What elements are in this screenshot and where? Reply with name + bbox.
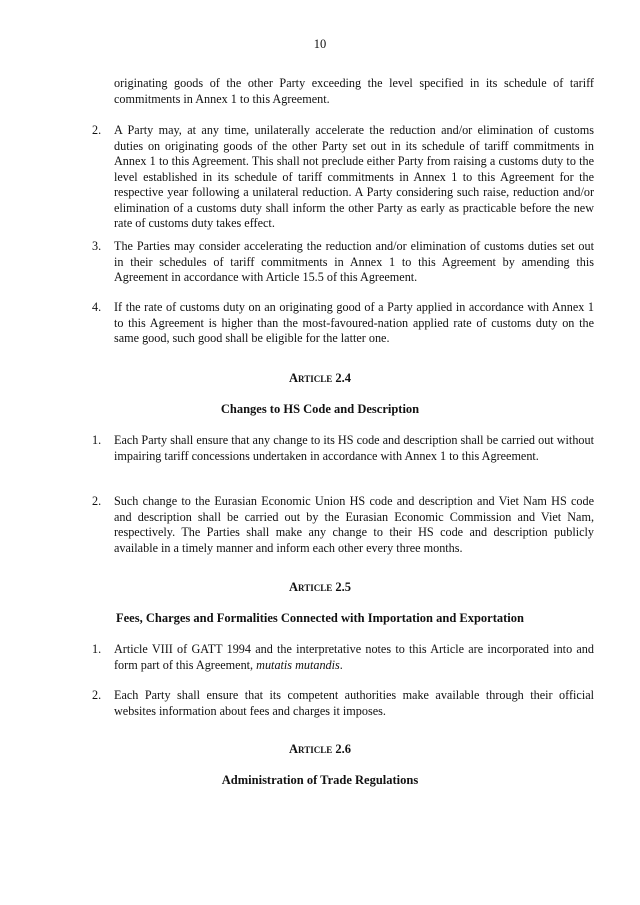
article-2-6-label: Article 2.6 xyxy=(289,742,351,756)
item-number: 2. xyxy=(92,494,102,508)
article-2-5-label: Article 2.5 xyxy=(289,580,351,594)
item-text: Such change to the Eurasian Economic Union HS code and description and Viet Nam HS code and description shall be carried out by the Eurasian Economic Commission and Viet Nam, respectively. The Parties shall make any change to their HS code and description publicly available in a timely manner and inform each other every three months. xyxy=(114,494,594,555)
list-item xyxy=(92,123,594,232)
page-number: 10 xyxy=(313,37,327,51)
item-number: 2. xyxy=(92,688,102,702)
list-item xyxy=(92,300,594,347)
item-text: Each Party shall ensure that any change to its HS code and description shall be carried out without impairing tariff concessions undertaken in accordance with Annex 1 to this Agreement. xyxy=(114,433,594,463)
list-item xyxy=(92,239,594,286)
item-text: The Parties may consider accelerating the reduction and/or elimination of customs duties set out in their schedules of tariff commitments in Annex 1 to this Agreement by amending this Agreement in accordance with Article 15.5 of this Agreement. xyxy=(114,239,594,284)
continuation-paragraph: originating goods of the other Party exceeding the level specified in its schedule of tariff commitments in Annex 1 to this Agreement. xyxy=(114,76,594,106)
item-text: Each Party shall ensure that its competent authorities make available through their official websites information about fees and charges it imposes. xyxy=(114,688,594,718)
article-2-5-title: Fees, Charges and Formalities Connected with Importation and Exportation xyxy=(116,611,524,625)
article-2-4-label: Article 2.4 xyxy=(289,371,351,385)
item-number: 2. xyxy=(92,123,102,137)
list-item xyxy=(92,433,594,464)
item-text-italic: mutatis mutandis xyxy=(256,657,340,672)
item-text: If the rate of customs duty on an originating good of a Party applied in accordance with Annex 1 to this Agreement is higher than the most-favoured-nation applied rate of customs duty on the same good, such good shall be eligible for the latter one. xyxy=(114,300,594,345)
list-item xyxy=(92,688,594,719)
item-text-start: Article VIII of GATT 1994 and the interpretative notes to this Article are incorporated into and form part of this Agreement, xyxy=(114,642,594,672)
list-item xyxy=(92,494,594,556)
item-number: 1. xyxy=(92,433,102,447)
item-number: 1. xyxy=(92,642,102,656)
item-number: 3. xyxy=(92,239,102,253)
item-text xyxy=(114,642,594,673)
item-number: 4. xyxy=(92,300,102,314)
article-2-6-title: Administration of Trade Regulations xyxy=(221,773,419,787)
list-item xyxy=(92,642,594,673)
item-text-end: . xyxy=(339,657,343,672)
article-2-4-title: Changes to HS Code and Description xyxy=(220,402,420,416)
item-text: A Party may, at any time, unilaterally accelerate the reduction and/or elimination of customs duties on originating goods of the other Party set out in its schedule of tariff commitments in Annex 1 to this Agreement. This shall not preclude either Party from raising a customs duty to the level established in its schedule of tariff commitments in Annex 1 to this Agreement for the respective year following a unilateral reduction. A Party considering such raise, reduction and/or elimination of a customs duty shall inform the other Party as early as practicable before the new rate of customs duty takes effect. xyxy=(114,123,594,230)
